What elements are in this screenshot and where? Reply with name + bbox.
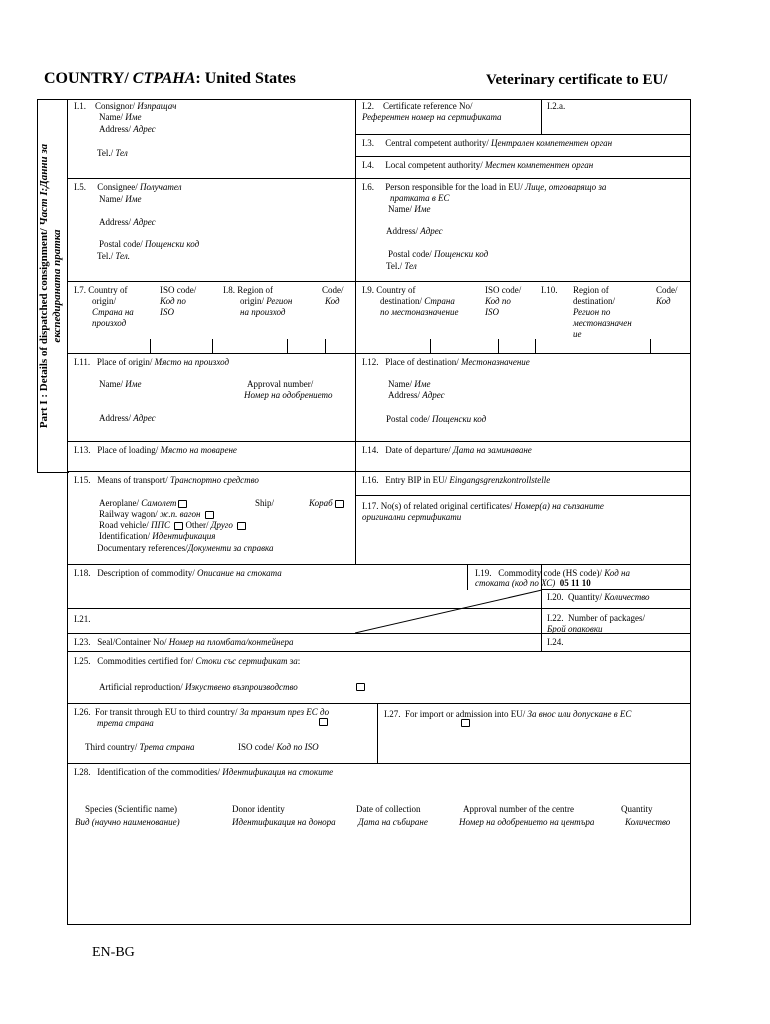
country-heading: COUNTRY/ СТРАНА: United States — [44, 70, 296, 87]
i22-number-of-packages: I.22. Number of packages/ — [547, 613, 645, 623]
i28-identification: I.28. Identification of the commodities/ Идентификация на стоките — [74, 767, 334, 777]
i19-commodity-code: I.19. Commodity code (HS code)/ Код на — [475, 568, 631, 578]
i21-diagonal — [355, 589, 542, 634]
column-species: Species (Scientific name) — [85, 804, 177, 814]
transit-checkbox[interactable] — [319, 718, 328, 726]
i10-region-of-destination: I.10. — [541, 285, 558, 295]
i20-quantity: I.20. Quantity/ Количество — [547, 592, 650, 602]
i7-country-of-origin: I.7. Country of — [74, 285, 128, 295]
column-date-of-collection: Date of collection — [356, 804, 421, 814]
road-vehicle-checkbox[interactable] — [174, 522, 183, 530]
other-transport-checkbox[interactable] — [237, 522, 246, 530]
i27-import-admission: I.27. For import or admission into EU/ За внос или допускане в ЕС — [384, 709, 632, 719]
i25-commodities-certified-for: I.25. Commodities certified for/ Стоки със сертификат за: — [74, 656, 301, 666]
language-code: EN-BG — [92, 945, 135, 960]
railway-checkbox[interactable] — [205, 511, 214, 519]
i26-transit: I.26. For transit through EU to third country/ За транзит през ЕС до — [74, 707, 330, 717]
i6-responsible-person: I.6. Person responsible for the load in EU/ Лице, отговарящо за — [362, 182, 607, 192]
aeroplane-checkbox[interactable] — [178, 500, 187, 508]
i12-place-of-destination: I.12. Place of destination/ Местоназначение — [362, 357, 530, 367]
i2a: I.2.a. — [547, 101, 566, 111]
i23-seal-container: I.23. Seal/Container No/ Номер на пломбата/контейнера — [74, 637, 294, 647]
i1-consignor: I.1. Consignor/ Изпращач — [74, 101, 177, 111]
column-donor-identity: Donor identity — [232, 804, 285, 814]
i5-consignee: I.5. Consignee/ Получател — [74, 182, 182, 192]
import-checkbox[interactable] — [461, 719, 470, 727]
i8-region-of-origin: I.8. Region of — [223, 285, 273, 295]
column-quantity: Quantity — [621, 804, 653, 814]
i2-certificate-reference: I.2. Certificate reference No/ — [362, 101, 473, 111]
i15-means-of-transport: I.15. Means of transport/ Транспортно средство — [74, 475, 259, 485]
i24: I.24. — [547, 637, 564, 647]
certificate-title: Veterinary certificate to EU/ — [486, 72, 668, 88]
column-approval-number: Approval number of the centre — [463, 804, 574, 814]
i4-local-authority: I.4. Local competent authority/ Местен компетентен орган — [362, 160, 594, 170]
hs-code-value: 05 11 10 — [559, 578, 591, 588]
i16-entry-bip: I.16. Entry BIP in EU/ Eingangsgrenzkontrollstelle — [362, 475, 551, 485]
i3-central-authority: I.3. Central competent authority/ Централен компетентен орган — [362, 138, 613, 148]
i13-place-of-loading: I.13. Place of loading/ Място на товарене — [74, 445, 237, 455]
part-one-side-label: Part I : Details of dispatched consignment/ Част I:Данни за експедираната пратка — [37, 99, 69, 473]
artificial-reproduction-checkbox[interactable] — [356, 683, 365, 691]
i21: I.21. — [74, 614, 91, 624]
i17-related-certificates: I.17. No(s) of related original certificates/ Номер(а) на съпзаните — [362, 501, 604, 511]
i18-description-of-commodity: I.18. Description of commodity/ Описание на стоката — [74, 568, 282, 578]
i11-place-of-origin: I.11. Place of origin/ Място на произход — [74, 357, 230, 367]
i9-country-of-destination: I.9. Country of — [362, 285, 416, 295]
ship-checkbox[interactable] — [335, 500, 344, 508]
i14-date-of-departure: I.14. Date of departure/ Дата на заминаване — [362, 445, 532, 455]
